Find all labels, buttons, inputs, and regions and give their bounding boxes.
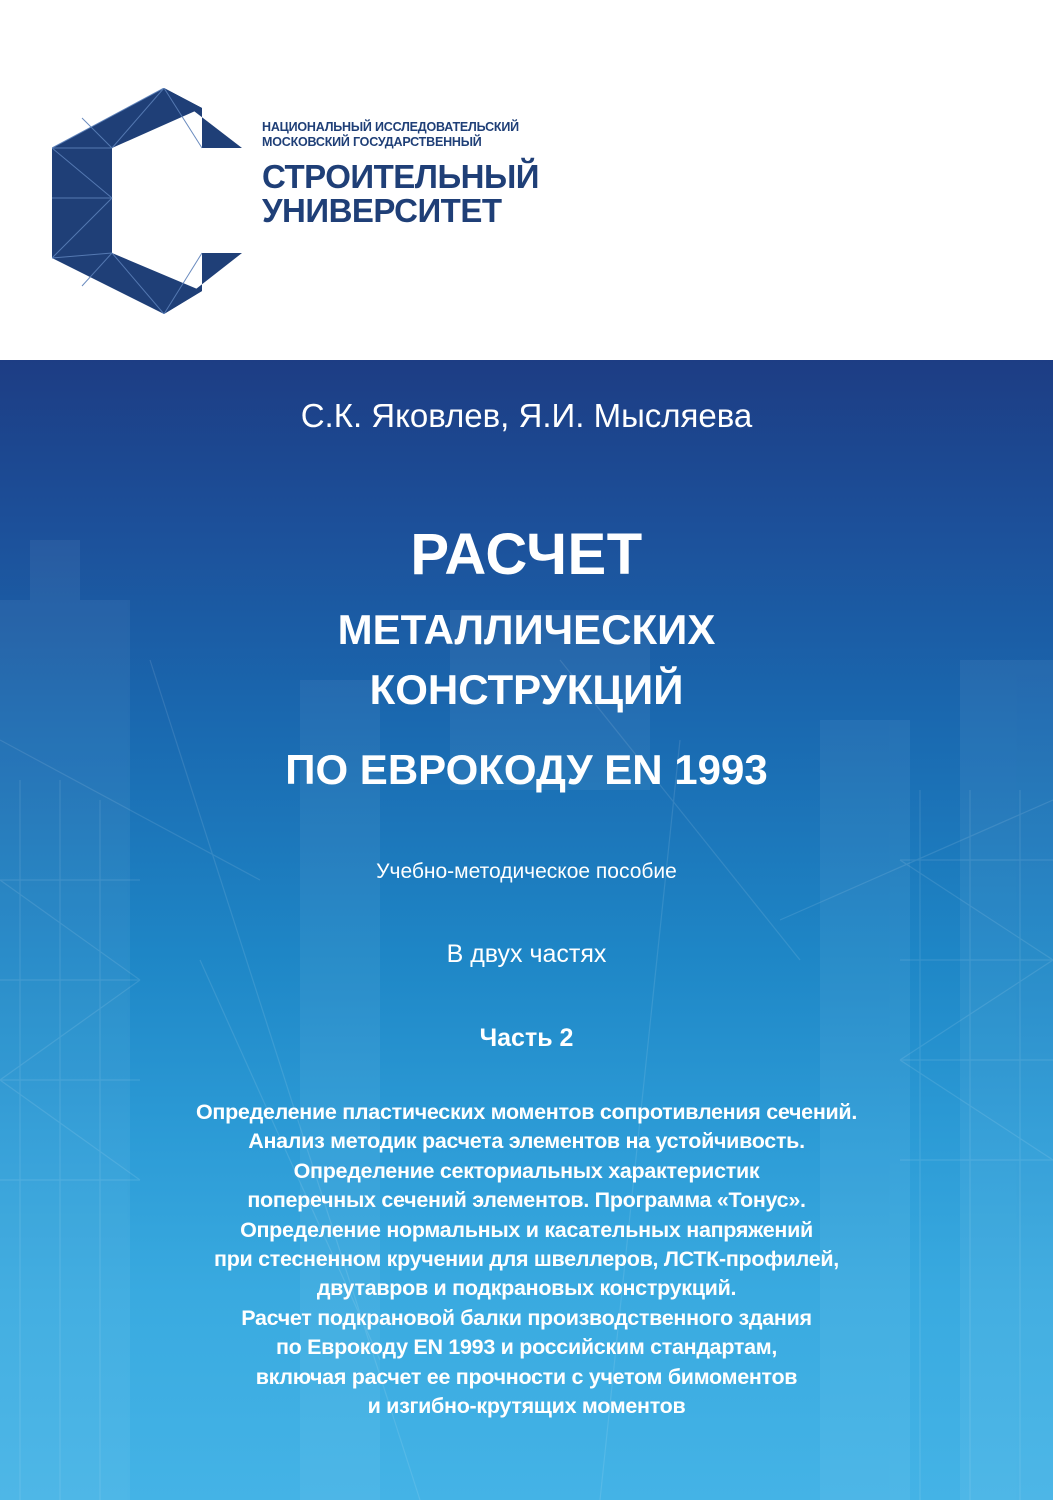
description-line: при стесненном кручении для швеллеров, ЛСТК-профилей, [214,1247,839,1272]
title-line-3: КОНСТРУКЦИЙ [369,666,684,713]
description-line: Анализ методик расчета элементов на устойчивость. [248,1129,805,1154]
university-name [262,160,682,228]
faceted-letter-c-logo-icon [52,88,242,314]
title-line-4: ПО ЕВРОКОДУ EN 1993 [285,746,768,793]
description-line: поперечных сечений элементов. Программа «Тонус». [247,1188,806,1213]
description-line: включая расчет ее прочности с учетом бимоментов [255,1364,798,1389]
description [40,1098,1013,1421]
title-line-2: МЕТАЛЛИЧЕСКИХ [337,606,716,653]
university-line-1: НАЦИОНАЛЬНЫЙ ИССЛЕДОВАТЕЛЬСКИЙ [262,120,519,134]
subtitle: Учебно-методическое пособие [376,860,677,883]
university-line-3: СТРОИТЕЛЬНЫЙ [262,158,540,195]
university-line-4: УНИВЕРСИТЕТ [262,192,502,229]
university-line-2: МОСКОВСКИЙ ГОСУДАРСТВЕННЫЙ [262,135,482,149]
header-area [0,0,1053,360]
description-line: по Еврокоду EN 1993 и российским стандартам, [275,1335,778,1360]
description-line: Определение пластических моментов сопротивления сечений. [195,1100,858,1124]
description-line: Расчет подкрановой балки производственного здания [241,1305,812,1330]
description-line: двутавров и подкрановых конструкций. [316,1276,737,1301]
university-caption [262,120,682,150]
authors: С.К. Яковлев, Я.И. Мысляева [300,397,753,434]
title-line-1: РАСЧЕТ [410,522,643,587]
description-line: Определение нормальных и касательных напряжений [240,1217,813,1242]
description-line: и изгибно-крутящих моментов [367,1394,686,1419]
description-line: Определение секториальных характеристик [293,1158,760,1183]
part-number: Часть 2 [479,1024,574,1052]
parts-note: В двух частях [446,940,607,968]
